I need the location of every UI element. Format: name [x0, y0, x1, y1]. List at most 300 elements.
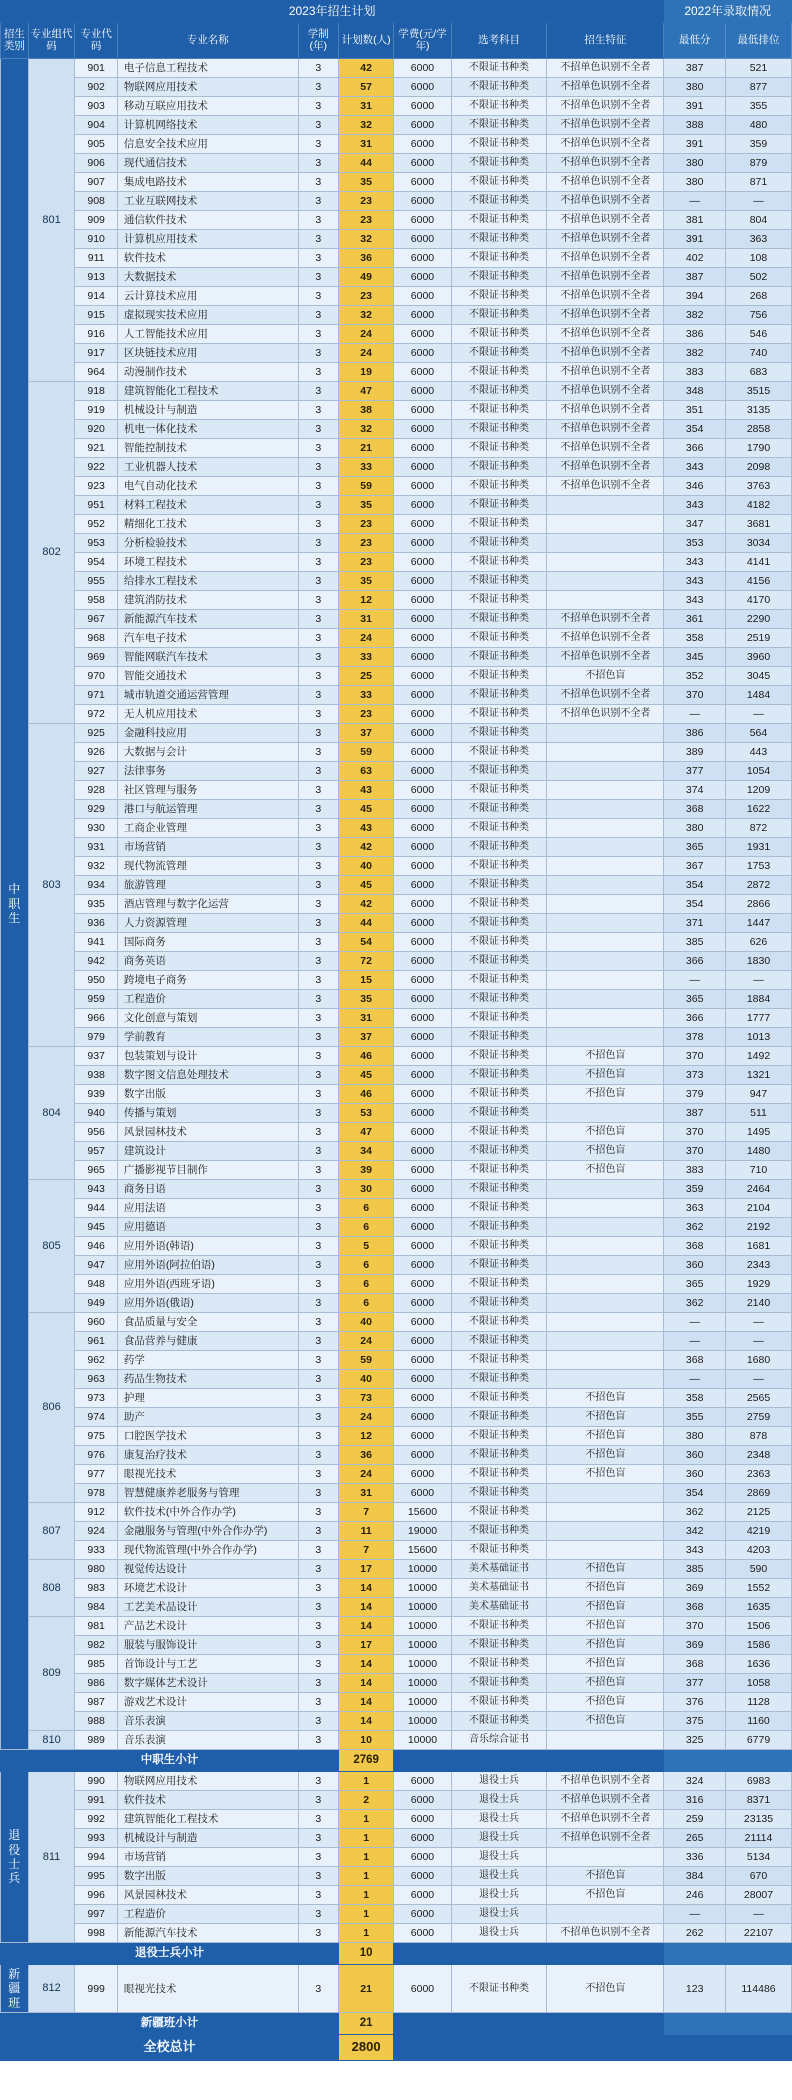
table-row: [1, 1905, 792, 1924]
group-code-811: 811: [28, 1772, 75, 1943]
major-name: 物联网应用技术: [117, 1772, 298, 1791]
plan-count: 44: [339, 914, 394, 933]
min-rank: 877: [725, 78, 791, 97]
tuition-fee: 6000: [394, 1237, 451, 1256]
major-code: 915: [75, 306, 118, 325]
min-score: 366: [664, 952, 726, 971]
table-row: [1, 382, 792, 401]
exam-subject: 退役士兵: [451, 1810, 547, 1829]
major-name: 酒店管理与数字化运营: [117, 895, 298, 914]
grand-total-label: 全校总计: [1, 2035, 339, 2061]
plan-count: 11: [339, 1522, 394, 1541]
study-years: 3: [298, 458, 338, 477]
major-code: 973: [75, 1389, 118, 1408]
study-years: 3: [298, 154, 338, 173]
major-code: 984: [75, 1598, 118, 1617]
exam-subject: 不限证书种类: [451, 401, 547, 420]
min-score: —: [664, 192, 726, 211]
major-name: 风景园林技术: [117, 1886, 298, 1905]
min-score: 336: [664, 1848, 726, 1867]
tuition-fee: 6000: [394, 914, 451, 933]
min-score: 370: [664, 686, 726, 705]
admission-trait: [547, 515, 664, 534]
plan-count: 1: [339, 1848, 394, 1867]
min-rank: 3034: [725, 534, 791, 553]
col-subject: 选考科目: [451, 23, 547, 59]
admission-trait: [547, 990, 664, 1009]
table-row: [1, 534, 792, 553]
admission-trait: [547, 1256, 664, 1275]
major-code: 902: [75, 78, 118, 97]
admission-trait: 不招单色识别不全者: [547, 382, 664, 401]
major-name: 应用外语(西班牙语): [117, 1275, 298, 1294]
exam-subject: 不限证书种类: [451, 705, 547, 724]
tuition-fee: 6000: [394, 230, 451, 249]
tuition-fee: 6000: [394, 857, 451, 876]
tuition-fee: 10000: [394, 1693, 451, 1712]
min-score: 259: [664, 1810, 726, 1829]
table-row: [1, 952, 792, 971]
tuition-fee: 6000: [394, 838, 451, 857]
study-years: 3: [298, 933, 338, 952]
plan-count: 31: [339, 135, 394, 154]
major-name: 建筑消防技术: [117, 591, 298, 610]
table-row: [1, 1810, 792, 1829]
major-name: 大数据技术: [117, 268, 298, 287]
study-years: 3: [298, 705, 338, 724]
min-score: 385: [664, 933, 726, 952]
min-score: 342: [664, 1522, 726, 1541]
admission-trait: [547, 553, 664, 572]
study-years: 3: [298, 1636, 338, 1655]
tuition-fee: 10000: [394, 1560, 451, 1579]
exam-subject: 不限证书种类: [451, 1655, 547, 1674]
table-row: [1, 1199, 792, 1218]
tuition-fee: 6000: [394, 648, 451, 667]
subtotal-row-xinjiang: [1, 2013, 792, 2035]
table-row: [1, 1712, 792, 1731]
major-name: 环境艺术设计: [117, 1579, 298, 1598]
major-code: 952: [75, 515, 118, 534]
min-score: 379: [664, 1085, 726, 1104]
study-years: 3: [298, 1503, 338, 1522]
plan-count: 36: [339, 1446, 394, 1465]
major-code: 939: [75, 1085, 118, 1104]
min-rank: 871: [725, 173, 791, 192]
table-row: [1, 1541, 792, 1560]
min-rank: 8371: [725, 1791, 791, 1810]
plan-count: 31: [339, 97, 394, 116]
table-row: [1, 420, 792, 439]
min-rank: 3960: [725, 648, 791, 667]
min-score: 391: [664, 97, 726, 116]
exam-subject: 不限证书种类: [451, 534, 547, 553]
exam-subject: 不限证书种类: [451, 1693, 547, 1712]
major-code: 912: [75, 1503, 118, 1522]
tuition-fee: 10000: [394, 1636, 451, 1655]
study-years: 3: [298, 914, 338, 933]
tuition-fee: 6000: [394, 1389, 451, 1408]
table-row: [1, 1275, 792, 1294]
min-score: 343: [664, 591, 726, 610]
table-row: [1, 990, 792, 1009]
plan-count: 17: [339, 1560, 394, 1579]
table-body: [1, 59, 792, 2061]
min-score: 387: [664, 1104, 726, 1123]
admission-trait: 不招单色识别不全者: [547, 59, 664, 78]
admission-trait: 不招单色识别不全者: [547, 135, 664, 154]
min-rank: 2363: [725, 1465, 791, 1484]
plan-count: 45: [339, 1066, 394, 1085]
plan-count: 46: [339, 1047, 394, 1066]
min-rank: 2104: [725, 1199, 791, 1218]
exam-subject: 不限证书种类: [451, 838, 547, 857]
study-years: 3: [298, 192, 338, 211]
major-name: 计算机网络技术: [117, 116, 298, 135]
exam-subject: 音乐综合证书: [451, 1731, 547, 1750]
min-score: 384: [664, 1867, 726, 1886]
admission-trait: 不招单色识别不全者: [547, 363, 664, 382]
min-rank: 1160: [725, 1712, 791, 1731]
min-rank: 1586: [725, 1636, 791, 1655]
major-code: 927: [75, 762, 118, 781]
table-row: [1, 1522, 792, 1541]
major-code: 970: [75, 667, 118, 686]
table-row: [1, 325, 792, 344]
major-code: 943: [75, 1180, 118, 1199]
major-code: 981: [75, 1617, 118, 1636]
major-name: 食品质量与安全: [117, 1313, 298, 1332]
table-row: [1, 1332, 792, 1351]
tuition-fee: 6000: [394, 591, 451, 610]
min-rank: 3681: [725, 515, 791, 534]
admission-trait: 不招色盲: [547, 1123, 664, 1142]
min-rank: 1680: [725, 1351, 791, 1370]
major-name: 产品艺术设计: [117, 1617, 298, 1636]
major-name: 首饰设计与工艺: [117, 1655, 298, 1674]
major-code: 959: [75, 990, 118, 1009]
major-code: 942: [75, 952, 118, 971]
table-row: [1, 1294, 792, 1313]
tuition-fee: 6000: [394, 78, 451, 97]
min-score: 369: [664, 1636, 726, 1655]
major-name: 集成电路技术: [117, 173, 298, 192]
min-rank: 1884: [725, 990, 791, 1009]
min-score: 368: [664, 1351, 726, 1370]
plan-count: 31: [339, 610, 394, 629]
table-row: [1, 800, 792, 819]
major-name: 动漫制作技术: [117, 363, 298, 382]
exam-subject: 不限证书种类: [451, 363, 547, 382]
subtotal-label-zhongzhi: 中职生小计: [1, 1750, 339, 1772]
major-name: 金融服务与管理(中外合作办学): [117, 1522, 298, 1541]
admission-trait: [547, 971, 664, 990]
study-years: 3: [298, 553, 338, 572]
admission-trait: [547, 591, 664, 610]
table-row: [1, 1579, 792, 1598]
study-years: 3: [298, 401, 338, 420]
tuition-fee: 6000: [394, 1965, 451, 2013]
major-code: 993: [75, 1829, 118, 1848]
study-years: 3: [298, 496, 338, 515]
min-rank: 710: [725, 1161, 791, 1180]
min-rank: 4170: [725, 591, 791, 610]
exam-subject: 不限证书种类: [451, 344, 547, 363]
major-name: 金融科技应用: [117, 724, 298, 743]
admission-trait: 不招单色识别不全者: [547, 1829, 664, 1848]
min-score: 358: [664, 629, 726, 648]
major-name: 市场营销: [117, 838, 298, 857]
exam-subject: 不限证书种类: [451, 1047, 547, 1066]
min-score: 387: [664, 59, 726, 78]
tuition-fee: 10000: [394, 1655, 451, 1674]
min-rank: 521: [725, 59, 791, 78]
admission-trait: 不招单色识别不全者: [547, 268, 664, 287]
plan-count: 7: [339, 1503, 394, 1522]
tuition-fee: 6000: [394, 268, 451, 287]
group-code-808: 808: [28, 1560, 75, 1617]
tuition-fee: 6000: [394, 1275, 451, 1294]
study-years: 3: [298, 249, 338, 268]
tuition-fee: 6000: [394, 895, 451, 914]
admission-trait: [547, 1237, 664, 1256]
major-code: 957: [75, 1142, 118, 1161]
study-years: 3: [298, 116, 338, 135]
exam-subject: 不限证书种类: [451, 1465, 547, 1484]
exam-subject: 不限证书种类: [451, 477, 547, 496]
study-years: 3: [298, 591, 338, 610]
min-rank: 268: [725, 287, 791, 306]
min-rank: 1492: [725, 1047, 791, 1066]
exam-subject: 不限证书种类: [451, 971, 547, 990]
plan-count: 23: [339, 553, 394, 572]
major-name: 建筑设计: [117, 1142, 298, 1161]
tuition-fee: 6000: [394, 1791, 451, 1810]
study-years: 3: [298, 1237, 338, 1256]
study-years: 3: [298, 439, 338, 458]
min-score: 388: [664, 116, 726, 135]
major-code: 964: [75, 363, 118, 382]
admission-trait: 不招单色识别不全者: [547, 648, 664, 667]
major-code: 944: [75, 1199, 118, 1218]
study-years: 3: [298, 629, 338, 648]
tuition-fee: 6000: [394, 1484, 451, 1503]
group-code-809: 809: [28, 1617, 75, 1731]
admission-trait: 不招色盲: [547, 1047, 664, 1066]
tuition-fee: 6000: [394, 990, 451, 1009]
major-name: 音乐表演: [117, 1731, 298, 1750]
admission-trait: [547, 1313, 664, 1332]
table-row: [1, 1791, 792, 1810]
plan-count: 1: [339, 1867, 394, 1886]
min-rank: 22107: [725, 1924, 791, 1943]
table-row: [1, 1465, 792, 1484]
table-row: [1, 648, 792, 667]
exam-subject: 不限证书种类: [451, 287, 547, 306]
plan-count: 72: [339, 952, 394, 971]
min-rank: 2343: [725, 1256, 791, 1275]
exam-subject: 不限证书种类: [451, 1503, 547, 1522]
table-row: [1, 192, 792, 211]
tuition-fee: 6000: [394, 971, 451, 990]
major-name: 风景园林技术: [117, 1123, 298, 1142]
admission-trait: [547, 1351, 664, 1370]
major-name: 智能交通技术: [117, 667, 298, 686]
min-score: 365: [664, 990, 726, 1009]
min-rank: 1636: [725, 1655, 791, 1674]
admission-trait: 不招单色识别不全者: [547, 78, 664, 97]
group-code-807: 807: [28, 1503, 75, 1560]
table-header: [1, 1, 792, 59]
major-name: 软件技术: [117, 1791, 298, 1810]
min-rank: 5134: [725, 1848, 791, 1867]
table-row: [1, 610, 792, 629]
min-score: 370: [664, 1047, 726, 1066]
group-code-812: 812: [28, 1965, 75, 2013]
table-row: [1, 1370, 792, 1389]
min-score: 365: [664, 838, 726, 857]
major-code: 979: [75, 1028, 118, 1047]
admission-trait: [547, 952, 664, 971]
plan-count: 32: [339, 306, 394, 325]
major-name: 智能控制技术: [117, 439, 298, 458]
min-score: 343: [664, 496, 726, 515]
min-score: 362: [664, 1218, 726, 1237]
table-row: [1, 1655, 792, 1674]
study-years: 3: [298, 610, 338, 629]
study-years: 3: [298, 1693, 338, 1712]
plan-count: 14: [339, 1655, 394, 1674]
plan-count: 24: [339, 325, 394, 344]
table-row: [1, 287, 792, 306]
tuition-fee: 6000: [394, 610, 451, 629]
tuition-fee: 6000: [394, 1905, 451, 1924]
admission-trait: 不招色盲: [547, 1712, 664, 1731]
exam-subject: 不限证书种类: [451, 458, 547, 477]
exam-subject: 不限证书种类: [451, 1161, 547, 1180]
major-code: 971: [75, 686, 118, 705]
major-code: 945: [75, 1218, 118, 1237]
study-years: 3: [298, 1522, 338, 1541]
plan-count: 23: [339, 211, 394, 230]
exam-subject: 不限证书种类: [451, 1389, 547, 1408]
min-score: 348: [664, 382, 726, 401]
major-name: 眼视光技术: [117, 1965, 298, 2013]
plan-count: 12: [339, 591, 394, 610]
study-years: 3: [298, 876, 338, 895]
major-name: 工艺美术品设计: [117, 1598, 298, 1617]
major-name: 眼视光技术: [117, 1465, 298, 1484]
study-years: 3: [298, 686, 338, 705]
min-score: 394: [664, 287, 726, 306]
study-years: 3: [298, 952, 338, 971]
min-rank: 1013: [725, 1028, 791, 1047]
plan-count: 23: [339, 287, 394, 306]
min-rank: 2759: [725, 1408, 791, 1427]
tuition-fee: 6000: [394, 154, 451, 173]
study-years: 3: [298, 1294, 338, 1313]
study-years: 3: [298, 211, 338, 230]
plan-count: 25: [339, 667, 394, 686]
major-name: 人力资源管理: [117, 914, 298, 933]
min-score: —: [664, 1313, 726, 1332]
plan-count: 40: [339, 1313, 394, 1332]
min-rank: 879: [725, 154, 791, 173]
plan-count: 37: [339, 1028, 394, 1047]
exam-subject: 不限证书种类: [451, 781, 547, 800]
table-row: [1, 515, 792, 534]
table-row: [1, 1142, 792, 1161]
min-rank: 2348: [725, 1446, 791, 1465]
study-years: 3: [298, 1617, 338, 1636]
exam-subject: 不限证书种类: [451, 629, 547, 648]
study-years: 3: [298, 971, 338, 990]
min-rank: 2869: [725, 1484, 791, 1503]
tuition-fee: 6000: [394, 1351, 451, 1370]
table-row: [1, 1047, 792, 1066]
min-rank: 3135: [725, 401, 791, 420]
plan-count: 23: [339, 192, 394, 211]
exam-subject: 不限证书种类: [451, 1237, 547, 1256]
plan-count: 24: [339, 344, 394, 363]
admission-trait: [547, 933, 664, 952]
admission-trait: [547, 1275, 664, 1294]
major-name: 软件技术: [117, 249, 298, 268]
plan-count: 35: [339, 572, 394, 591]
exam-subject: 不限证书种类: [451, 496, 547, 515]
tuition-fee: 6000: [394, 1886, 451, 1905]
admission-trait: [547, 1905, 664, 1924]
study-years: 3: [298, 857, 338, 876]
tuition-fee: 6000: [394, 496, 451, 515]
min-score: 361: [664, 610, 726, 629]
min-score: 360: [664, 1446, 726, 1465]
table-row: [1, 743, 792, 762]
table-row: [1, 363, 792, 382]
major-code: 940: [75, 1104, 118, 1123]
table-row: [1, 629, 792, 648]
exam-subject: 美术基础证书: [451, 1598, 547, 1617]
major-code: 999: [75, 1965, 118, 2013]
min-rank: 2140: [725, 1294, 791, 1313]
study-years: 3: [298, 1674, 338, 1693]
min-rank: 6983: [725, 1772, 791, 1791]
min-score: 391: [664, 230, 726, 249]
plan-count: 33: [339, 686, 394, 705]
plan-count: 46: [339, 1085, 394, 1104]
plan-count: 43: [339, 819, 394, 838]
table-row: [1, 1256, 792, 1275]
table-row: [1, 762, 792, 781]
min-score: 382: [664, 306, 726, 325]
tuition-fee: 6000: [394, 819, 451, 838]
admission-trait: 不招单色识别不全者: [547, 1772, 664, 1791]
table-row: [1, 1009, 792, 1028]
admission-trait: 不招单色识别不全者: [547, 401, 664, 420]
min-score: 371: [664, 914, 726, 933]
subtotal-blank: [394, 1943, 664, 1965]
exam-subject: 不限证书种类: [451, 1712, 547, 1731]
study-years: 3: [298, 1161, 338, 1180]
tuition-fee: 6000: [394, 781, 451, 800]
min-score: 391: [664, 135, 726, 154]
plan-count: 21: [339, 439, 394, 458]
admission-trait: 不招单色识别不全者: [547, 211, 664, 230]
plan-count: 19: [339, 363, 394, 382]
min-rank: 756: [725, 306, 791, 325]
study-years: 3: [298, 534, 338, 553]
exam-subject: 不限证书种类: [451, 610, 547, 629]
